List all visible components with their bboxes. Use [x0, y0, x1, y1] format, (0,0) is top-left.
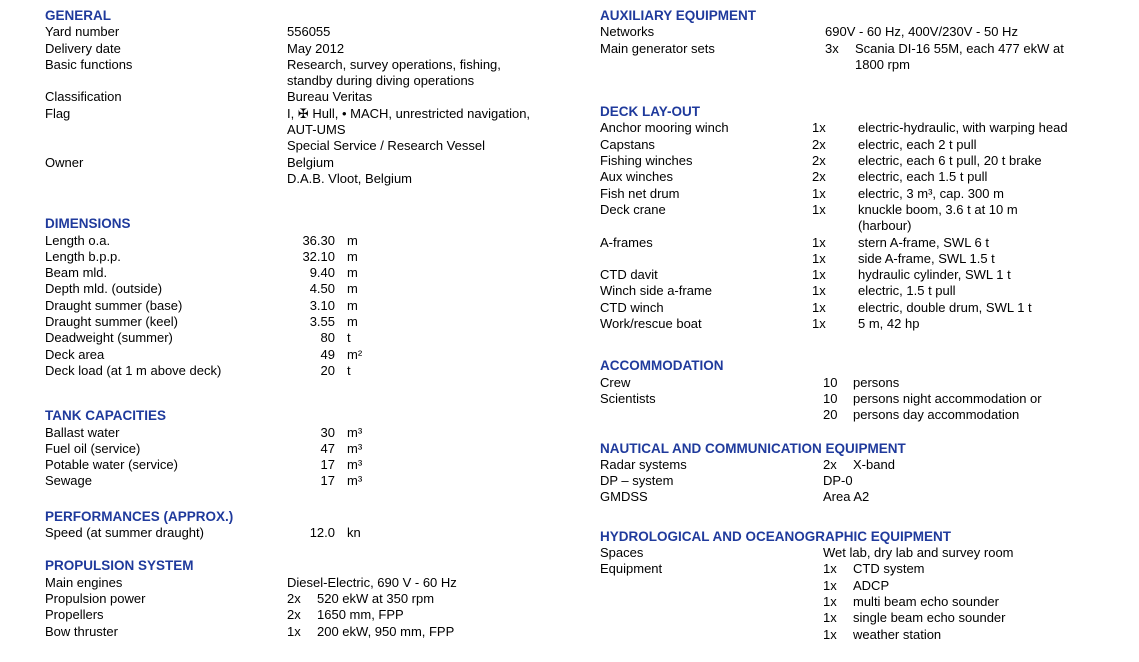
spec-qty: 1x [823, 593, 837, 609]
spec-value: D.A.B. Vloot, Belgium [287, 170, 412, 186]
spec-row [45, 41, 565, 57]
spec-qty: 1x [812, 234, 826, 250]
spec-unit: m³ [347, 473, 363, 489]
spec-value: 32.10 [302, 248, 335, 264]
spec-label: Beam mld. [45, 265, 108, 281]
spec-row [45, 607, 565, 623]
spec-value: 36.30 [302, 232, 335, 248]
section-title: NAUTICAL AND COMMUNICATION EQUIPMENT [600, 440, 906, 456]
spec-value: hydraulic cylinder, SWL 1 t [858, 267, 1011, 283]
spec-row [600, 561, 1135, 577]
spec-label: Equipment [600, 561, 663, 577]
spec-label: Delivery date [45, 40, 121, 56]
spec-row [600, 283, 1135, 299]
spec-label: Depth mld. (outside) [45, 281, 163, 297]
spec-qty: 1x [823, 561, 837, 577]
spec-row [600, 545, 1135, 561]
section-title: DECK LAY-OUT [600, 104, 701, 120]
spec-unit: m [347, 297, 358, 313]
spec-label: CTD winch [600, 299, 664, 315]
spec-value: single beam echo sounder [853, 610, 1006, 626]
spec-row [45, 363, 565, 379]
spec-row [600, 578, 1135, 594]
spec-row [45, 575, 565, 591]
section-title: ACCOMMODATION [600, 358, 724, 374]
spec-row [600, 120, 1135, 136]
spec-label: Aux winches [600, 169, 673, 185]
spec-value: 200 ekW, 950 mm, FPP [317, 623, 455, 639]
spec-row [45, 314, 565, 330]
spec-label: Capstans [600, 136, 655, 152]
spec-value: AUT-UMS [287, 122, 346, 138]
section-auxiliary [600, 8, 1135, 73]
spec-value: 1650 mm, FPP [317, 607, 404, 623]
spec-value: electric, each 1.5 t pull [858, 169, 988, 185]
spec-label: Length b.p.p. [45, 248, 121, 264]
spec-value: 5 m, 42 hp [858, 316, 920, 332]
spec-label: Deck load (at 1 m above deck) [45, 362, 222, 378]
section-accommodation [600, 358, 1135, 423]
spec-qty: 1x [812, 283, 826, 299]
spec-row [45, 473, 565, 489]
spec-qty: 2x [812, 169, 826, 185]
spec-label: Bow thruster [45, 623, 118, 639]
spec-value: 1800 rpm [855, 56, 910, 72]
spec-value: Wet lab, dry lab and survey room [823, 545, 1014, 561]
section-general [45, 8, 565, 187]
spec-unit: m [347, 281, 358, 297]
spec-unit: m³ [347, 440, 363, 456]
section-hydro [600, 529, 1135, 643]
spec-label: Draught summer (keel) [45, 314, 178, 330]
spec-label: Radar systems [600, 456, 687, 472]
spec-qty: 1x [812, 299, 826, 315]
section-title: DIMENSIONS [45, 216, 131, 232]
spec-value: Bureau Veritas [287, 89, 373, 105]
spec-value: Special Service / Research Vessel [287, 138, 485, 154]
spec-label: Deadweight (summer) [45, 330, 173, 346]
spec-value: 47 [320, 440, 335, 456]
spec-label: Networks [600, 24, 655, 40]
spec-value: persons [853, 374, 900, 390]
spec-row [600, 627, 1135, 643]
spec-label: Scientists [600, 390, 656, 406]
spec-row [600, 391, 1135, 407]
spec-row [45, 265, 565, 281]
spec-row [600, 267, 1135, 283]
spec-value: 690V - 60 Hz, 400V/230V - 50 Hz [825, 24, 1018, 40]
spec-row [45, 24, 565, 40]
spec-row [600, 300, 1135, 316]
section-performances [45, 509, 565, 542]
spec-qty: 1x [823, 610, 837, 626]
spec-label: Speed (at summer draught) [45, 525, 204, 541]
spec-label: Deck area [45, 346, 105, 362]
spec-label: Deck crane [600, 201, 666, 217]
spec-unit: t [347, 362, 351, 378]
spec-value: electric, each 6 t pull, 20 t brake [858, 153, 1042, 169]
spec-value: 4.50 [309, 281, 335, 297]
section-title: HYDROLOGICAL AND OCEANOGRAPHIC EQUIPMENT [600, 528, 952, 544]
spec-label: Main engines [45, 574, 123, 590]
spec-value: 3.55 [309, 314, 335, 330]
section-title: PROPULSION SYSTEM [45, 558, 194, 574]
right-column [600, 8, 1135, 643]
spec-qty: 1x [812, 201, 826, 217]
spec-value: multi beam echo sounder [853, 593, 999, 609]
spec-qty: 1x [823, 577, 837, 593]
spec-qty: 2x [812, 136, 826, 152]
spec-label: Propulsion power [45, 590, 146, 606]
spec-label: Work/rescue boat [600, 316, 702, 332]
spec-value: 17 [320, 457, 335, 473]
spec-label: Owner [45, 154, 84, 170]
spec-value: electric-hydraulic, with warping head [858, 120, 1068, 136]
spec-row [45, 425, 565, 441]
spec-row [45, 298, 565, 314]
spec-row [600, 202, 1135, 218]
spec-row [600, 24, 1135, 40]
spec-qty: 1x [823, 626, 837, 642]
spec-label: Draught summer (base) [45, 297, 183, 313]
spec-unit: m [347, 314, 358, 330]
spec-row [45, 89, 565, 105]
spec-row [600, 407, 1135, 423]
spec-value: I, ✠ Hull, • MACH, unrestricted navigation, [287, 105, 531, 121]
spec-label: Fuel oil (service) [45, 440, 141, 456]
spec-row [600, 251, 1135, 267]
spec-row [45, 591, 565, 607]
spec-value: CTD system [853, 561, 925, 577]
spec-label: Fishing winches [600, 153, 693, 169]
spec-label: Yard number [45, 24, 120, 40]
spec-value: ADCP [853, 577, 890, 593]
spec-row [45, 233, 565, 249]
spec-unit: m [347, 232, 358, 248]
spec-value: DP-0 [823, 473, 853, 489]
spec-value: Area A2 [823, 489, 870, 505]
spec-row [45, 624, 565, 640]
spec-value: Research, survey operations, fishing, [287, 56, 501, 72]
left-column [45, 8, 565, 640]
spec-row [45, 281, 565, 297]
spec-row [600, 186, 1135, 202]
spec-value: weather station [853, 626, 942, 642]
section-deck [600, 104, 1135, 332]
spec-value: 9.40 [309, 265, 335, 281]
spec-value: Diesel-Electric, 690 V - 60 Hz [287, 574, 457, 590]
spec-unit: m³ [347, 457, 363, 473]
spec-row [45, 155, 565, 171]
spec-row [45, 57, 565, 73]
spec-qty: 1x [812, 267, 826, 283]
spec-value: persons day accommodation [853, 407, 1020, 423]
spec-value: May 2012 [287, 40, 345, 56]
spec-value: persons night accommodation or [853, 390, 1042, 406]
spec-qty: 1x [812, 316, 826, 332]
section-propulsion [45, 558, 565, 639]
spec-row [45, 330, 565, 346]
spec-label: Main generator sets [600, 40, 715, 56]
spec-qty: 3x [825, 40, 839, 56]
spec-row [600, 218, 1135, 234]
spec-row [600, 610, 1135, 626]
spec-value: electric, 3 m³, cap. 300 m [858, 185, 1004, 201]
spec-row [45, 457, 565, 473]
spec-label: Crew [600, 374, 631, 390]
spec-label: Classification [45, 89, 122, 105]
spec-qty: 1x [812, 185, 826, 201]
spec-label: Propellers [45, 607, 104, 623]
spec-row [600, 169, 1135, 185]
spec-value: side A-frame, SWL 1.5 t [858, 250, 995, 266]
spec-value: 80 [320, 330, 335, 346]
spec-qty: 2x [287, 590, 301, 606]
spec-row [45, 171, 565, 187]
spec-qty: 1x [287, 623, 301, 639]
spec-qty: 1x [812, 120, 826, 136]
spec-label: Basic functions [45, 56, 133, 72]
spec-row [600, 594, 1135, 610]
spec-row [600, 137, 1135, 153]
spec-label: Fish net drum [600, 185, 680, 201]
spec-label: Sewage [45, 473, 92, 489]
section-title: PERFORMANCES (APPROX.) [45, 508, 234, 524]
spec-row [45, 249, 565, 265]
spec-unit: m² [347, 346, 363, 362]
section-title: TANK CAPACITIES [45, 408, 166, 424]
spec-label: Anchor mooring winch [600, 120, 729, 136]
spec-value: knuckle boom, 3.6 t at 10 m [858, 201, 1018, 217]
spec-value: 12.0 [309, 525, 335, 541]
spec-value: 17 [320, 473, 335, 489]
spec-qty: 2x [823, 456, 837, 472]
section-title: AUXILIARY EQUIPMENT [600, 8, 757, 23]
section-nautical [600, 441, 1135, 506]
spec-row [45, 138, 565, 154]
spec-row [600, 375, 1135, 391]
spec-value: (harbour) [858, 218, 912, 234]
spec-unit: kn [347, 525, 361, 541]
spec-row [600, 316, 1135, 332]
spec-row [600, 457, 1135, 473]
spec-label: DP – system [600, 473, 674, 489]
spec-qty: 2x [287, 607, 301, 623]
spec-label: Ballast water [45, 424, 120, 440]
spec-label: Spaces [600, 545, 644, 561]
spec-row [45, 347, 565, 363]
spec-row [45, 73, 565, 89]
spec-unit: m [347, 248, 358, 264]
spec-value: 49 [320, 346, 335, 362]
spec-unit: m [347, 265, 358, 281]
spec-row [600, 473, 1135, 489]
spec-value: electric, double drum, SWL 1 t [858, 299, 1032, 315]
section-title: GENERAL [45, 8, 112, 23]
spec-row [600, 41, 1135, 57]
spec-label: GMDSS [600, 489, 648, 505]
spec-row [600, 57, 1135, 73]
spec-row [45, 106, 565, 122]
spec-value: Scania DI-16 55M, each 477 ekW at [855, 40, 1064, 56]
spec-label: Winch side a-frame [600, 283, 712, 299]
spec-qty: 2x [812, 153, 826, 169]
spec-row [45, 525, 565, 541]
spec-value: electric, each 2 t pull [858, 136, 977, 152]
spec-unit: t [347, 330, 351, 346]
spec-unit: m³ [347, 424, 363, 440]
spec-qty: 1x [812, 250, 826, 266]
spec-row [45, 441, 565, 457]
spec-label: CTD davit [600, 267, 658, 283]
spec-value: standby during diving operations [287, 73, 475, 89]
spec-value: electric, 1.5 t pull [858, 283, 956, 299]
section-tank [45, 408, 565, 489]
section-dimensions [45, 216, 565, 379]
spec-value: 20 [320, 362, 335, 378]
spec-label: A-frames [600, 234, 653, 250]
spec-label: Length o.a. [45, 232, 111, 248]
spec-value: 3.10 [309, 297, 335, 313]
spec-value: stern A-frame, SWL 6 t [858, 234, 990, 250]
spec-row [600, 489, 1135, 505]
spec-value: 520 ekW at 350 rpm [317, 590, 435, 606]
spec-row [600, 235, 1135, 251]
spec-qty: 10 [823, 390, 838, 406]
spec-label: Potable water (service) [45, 457, 178, 473]
spec-qty: 10 [823, 374, 838, 390]
spec-label: Flag [45, 105, 71, 121]
spec-qty: 20 [823, 407, 838, 423]
spec-value: 30 [320, 424, 335, 440]
spec-row [600, 153, 1135, 169]
spec-value: Belgium [287, 154, 334, 170]
spec-value: X-band [853, 456, 895, 472]
spec-value: 556055 [287, 24, 331, 40]
spec-row [45, 122, 565, 138]
